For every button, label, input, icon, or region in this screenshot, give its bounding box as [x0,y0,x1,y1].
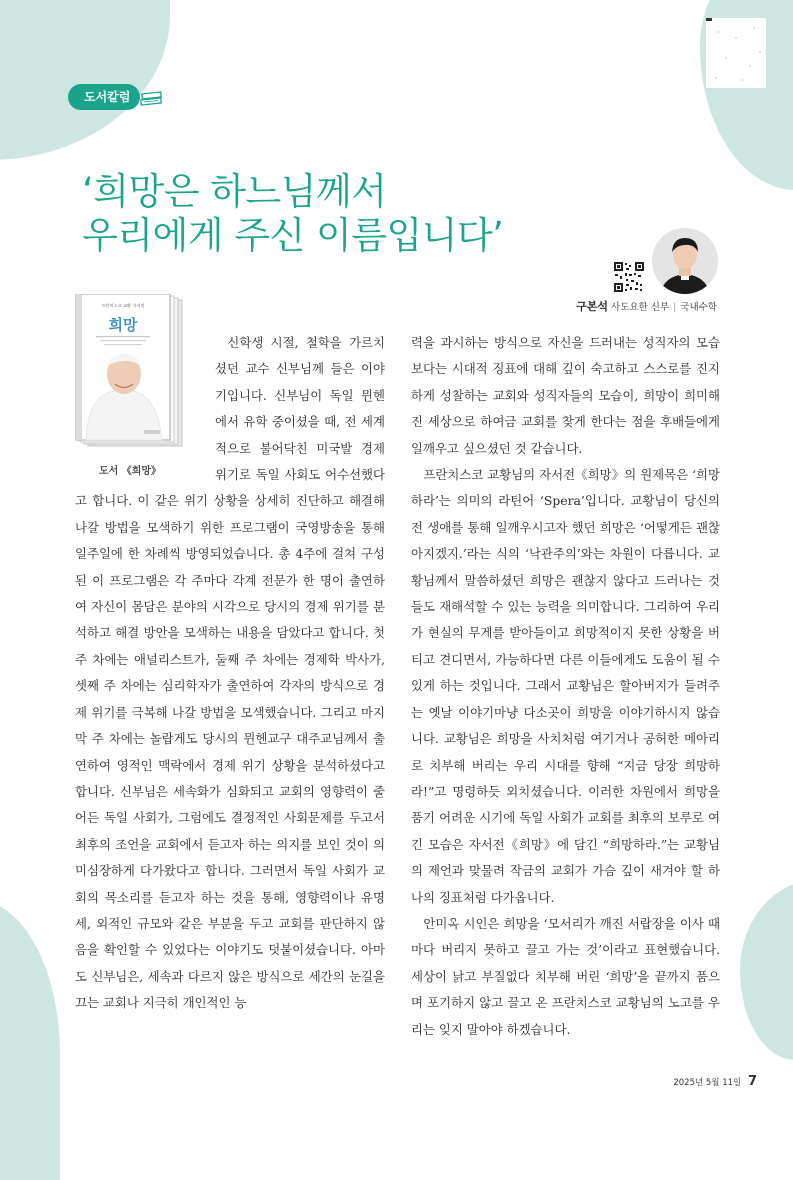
byline-divider: | [673,302,677,313]
author-byline [576,298,717,314]
book-caption: 도서 《희망》 [98,466,162,477]
body-column-right [411,330,720,1043]
issue-date: 2025년 5월 11일 [673,1078,742,1088]
author-portrait [652,228,718,294]
book-image-wrap-space [75,330,215,488]
author-affiliation: 국내수학 [680,302,717,313]
body-paragraph: 신학생 시절, 철학을 가르치셨던 교수 신부님께 들은 이야기입니다. 신부님이 독일 뮌헨에서 유학 중이셨을 때, 전 세계적으로 불어닥친 미국발 경제 위기로 독일 사회도 어수선했다고 합니다. 이 같은 위기 상황을 상세히 진단하고 해결해 나갈 방법을 모색하기 위한 프로그램이 국영방송을 통해 일주일에 한 차례씩 방영되었습니다. 총 4주에 걸쳐 구성된 이 프로그램은 각 주마다 각계 전문가 한 명이 출연하여 자신이 몸담은 분야의 시각으로 당시의 경제 위기를 분석하고 해결 방안을 모색하는 내용을 담았다고 합니다. 첫 주 차에는 애널리스트가, 둘째 주 차에는 경제학 박사가, 셋째 주 차에는 심리학자가 출연하여 각자의 방식으로 경제 위기를 극복해 나갈 방법을 모색했습니다. 그리고 마지막 주 차에는 놀랍게도 당시의 뮌헨교구 대주교님께서 출연하여 영적인 맥락에서 경제 위기 상황을 분석하셨다고 합니다. 신부님은 세속화가 심화되고 교회의 영향력이 줄어든 독일 사회가, 그럼에도 결정적인 사회문제를 두고서 최후의 조언을 교회에서 듣고자 하는 의지를 보인 것이 의미심장하게 다가왔다고 합니다. 그러면서 독일 사회가 교회의 목소리를 듣고자 하는 것을 통해, 영향력이나 유명세, 외적인 규모와 같은 부분을 두고 교회를 판단하지 않음을 확인할 수 있었다는 이야기도 덧붙이셨습니다. 아마도 신부님은, 세속과 다르지 않은 방식으로 세간의 눈길을 끄는 교회나 지극히 개인적인 능 [75,335,385,1011]
page-number: 7 [747,1074,757,1089]
page-footer [673,1074,757,1089]
author-avatar [652,228,718,294]
section-tag [68,84,164,110]
author-role: 사도요한 신부 [610,302,670,313]
decor-blob-top-left [0,0,170,160]
qr-code-icon [614,262,644,292]
body-paragraph: 프란치스코 교황님의 자서전《희망》의 원제목은 ‘희망하라’는 의미의 라틴어 ‘Spera’입니다. 교황님이 당신의 전 생애를 통해 일깨우시고자 했던 희망은 ‘어떻게든 괜찮아지겠지.’라는 식의 ‘낙관주의’와는 차원이 다릅니다. 교황님께서 말씀하셨던 희망은 괜찮지 않다고 드러나는 것들도 재해석할 수 있는 능력을 의미합니다. 그리하여 우리가 현실의 무게를 받아들이고 희망적이지 못한 상황을 버티고 견디면서, 가능하다면 다른 이들에게도 도움이 될 수 있게 하는 것입니다. 그래서 교황님은 할아버지가 들려주는 옛날 이야기마냥 다소곳이 희망을 이야기하시지 않습니다. 교황님은 희망을 사치처럼 여기거나 공허한 메아리로 치부해 버리는 우리 시대를 향해 “지금 당장 희망하라!”고 명령하듯 외치셨습니다. 이러한 차원에서 희망을 품기 어려운 시기에 독일 사회가 교회를 최후의 보루로 여긴 모습은 자서전《희망》에 담긴 “희망하라.”는 교황님의 제언과 맞물려 작금의 교회가 가슴 깊이 새겨야 할 하나의 징표처럼 다가옵니다. [411,467,720,905]
body-column-left [75,330,385,1060]
book-cover-subtitle: 프란치스코 교황 자서전 [101,303,145,308]
body-paragraph: 안미옥 시인은 희망을 ‘모서리가 깨진 서랍장을 이사 때마다 버리지 못하고 끌고 가는 것’이라고 표현했습니다. 세상이 낡고 부질없다 치부해 버린 ‘희망’을 끝까지 품으며 포기하지 않고 끌고 온 프란치스코 교황님의 노고를 우리는 잊지 말아야 하겠습니다. [411,915,720,1037]
section-tag-label: 도서칼럼 [68,84,140,110]
decor-blob-bottom-right [740,880,793,1060]
author-name: 구본석 [576,300,608,313]
article-title [82,170,503,258]
book-cover-title: 희망 [108,316,138,334]
body-paragraph: 력을 과시하는 방식으로 자신을 드러내는 성직자의 모습보다는 시대적 징표에 대해 깊이 숙고하고 스스로를 진지하게 성찰하는 교회와 성직자들의 모습이, 희망이 희미해진 세상으로 하여금 교회를 찾게 한다는 점을 후배들에게 일깨우고 싶으셨던 것 같습니다. [411,335,720,456]
decor-blob-bottom-left [0,900,60,1180]
books-icon [138,86,164,108]
corner-stamp-pattern [706,18,766,88]
article-title-line-1: ‘희망은 하느님께서 [82,170,387,213]
article-title-line-2: 우리에게 주신 이름입니다’ [82,214,504,257]
